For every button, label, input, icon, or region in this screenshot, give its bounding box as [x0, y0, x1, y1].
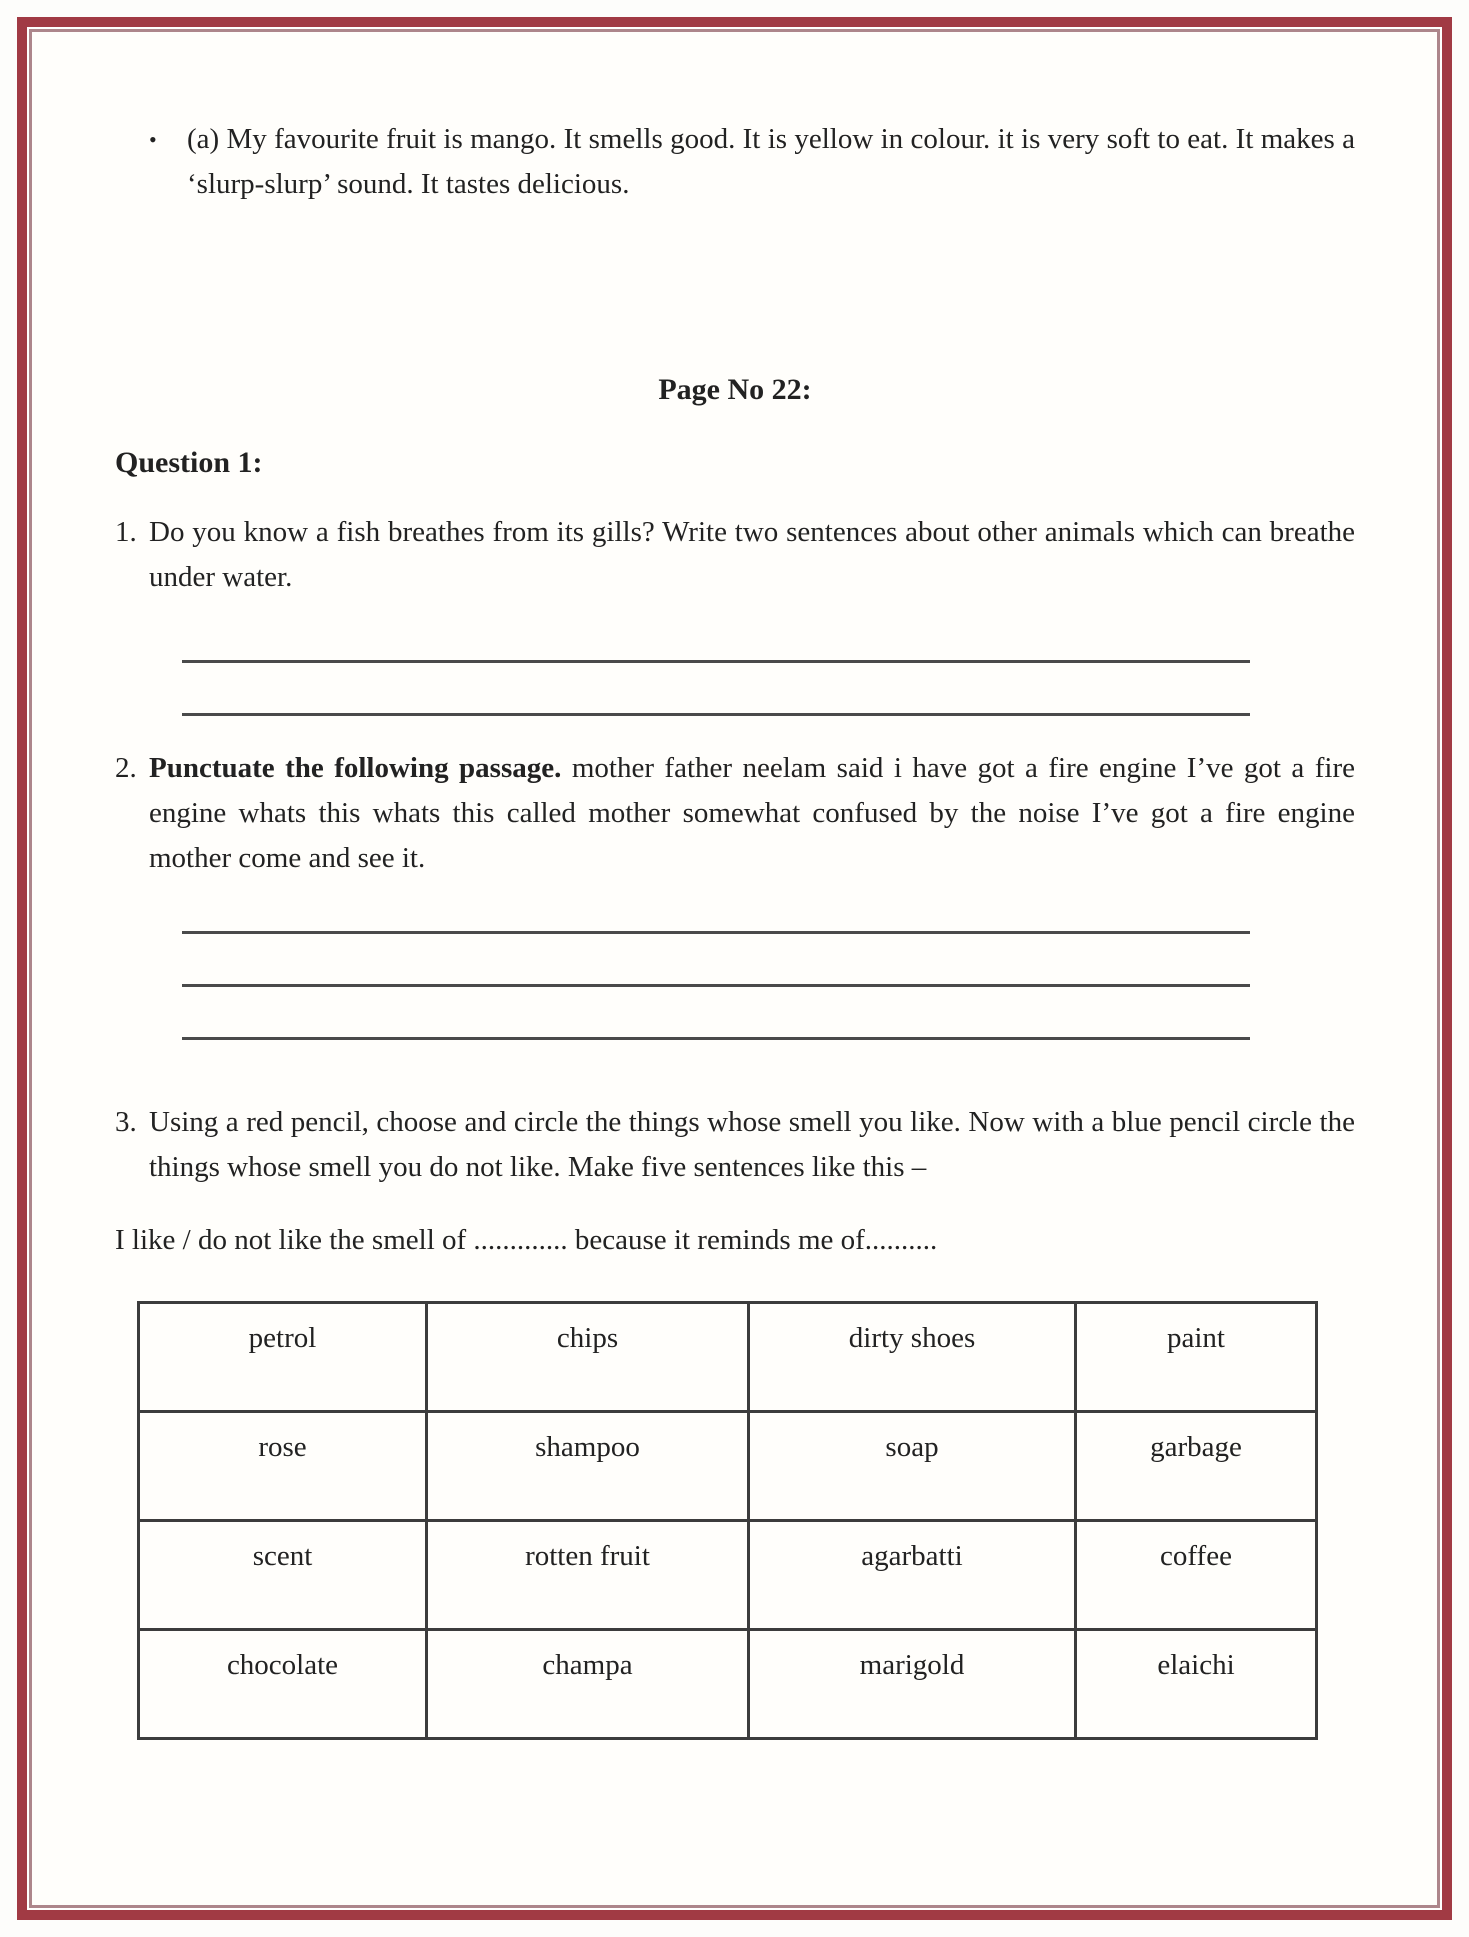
answer-line — [182, 881, 1250, 934]
question-number: 1. — [115, 516, 137, 548]
sentence-template: I like / do not like the smell of ............. because it reminds me of.......... — [115, 1224, 938, 1256]
table-row — [139, 1303, 1317, 1412]
answer-line — [182, 610, 1250, 663]
question-item-3 — [115, 1100, 1355, 1190]
question-number: 2. — [115, 752, 137, 784]
page-border-outer — [17, 17, 1452, 1920]
question-item-2 — [115, 746, 1355, 881]
intro-text: (a) My favourite fruit is mango. It smells good. It is yellow in colour. it is very soft to eat. It makes a ‘slurp-slurp’ sound. It tastes delicious. — [187, 123, 1355, 200]
question-number: 3. — [115, 1106, 137, 1138]
page-heading: Page No 22: — [658, 373, 812, 406]
answer-line — [182, 987, 1250, 1040]
smell-cell: soap — [749, 1412, 1076, 1521]
answer-lines-q1 — [182, 610, 1250, 716]
table-row — [139, 1412, 1317, 1521]
smell-cell: chocolate — [139, 1630, 427, 1739]
answer-line — [182, 663, 1250, 716]
question-bold-lead: Punctuate the following passage. — [149, 752, 562, 784]
smell-cell: garbage — [1076, 1412, 1317, 1521]
question-text: Using a red pencil, choose and circle the things whose smell you like. Now with a blue pencil circle the things whose smell you do not like. Make five sentences like this – — [149, 1106, 1355, 1183]
smell-cell: champa — [427, 1630, 749, 1739]
question-text: Do you know a fish breathes from its gills? Write two sentences about other animals which can breathe under water. — [149, 516, 1355, 593]
question-text — [149, 746, 1355, 881]
question-item-1 — [115, 510, 1355, 600]
smell-cell: petrol — [139, 1303, 427, 1412]
smell-table — [137, 1301, 1318, 1740]
intro-bullet-item — [115, 117, 1355, 207]
question-label: Question 1: — [115, 446, 263, 479]
smell-cell: rose — [139, 1412, 427, 1521]
smell-cell: scent — [139, 1521, 427, 1630]
table-row — [139, 1521, 1317, 1630]
page-content — [32, 32, 1437, 1740]
question-passage: mother father neelam said i have got a fire engine I’ve got a fire engine whats this whats this called mother somewhat confused by the noise I’ve got a fire engine mother come and see it. — [149, 752, 1355, 874]
smell-cell: dirty shoes — [749, 1303, 1076, 1412]
smell-cell: paint — [1076, 1303, 1317, 1412]
smell-cell: elaichi — [1076, 1630, 1317, 1739]
bullet-icon: • — [149, 127, 157, 152]
smell-cell: rotten fruit — [427, 1521, 749, 1630]
smell-cell: shampoo — [427, 1412, 749, 1521]
answer-line — [182, 934, 1250, 987]
smell-cell: chips — [427, 1303, 749, 1412]
smell-cell: coffee — [1076, 1521, 1317, 1630]
page-border-inner — [29, 29, 1440, 1908]
table-row — [139, 1630, 1317, 1739]
answer-lines-q2 — [182, 881, 1250, 1040]
smell-cell: agarbatti — [749, 1521, 1076, 1630]
smell-cell: marigold — [749, 1630, 1076, 1739]
